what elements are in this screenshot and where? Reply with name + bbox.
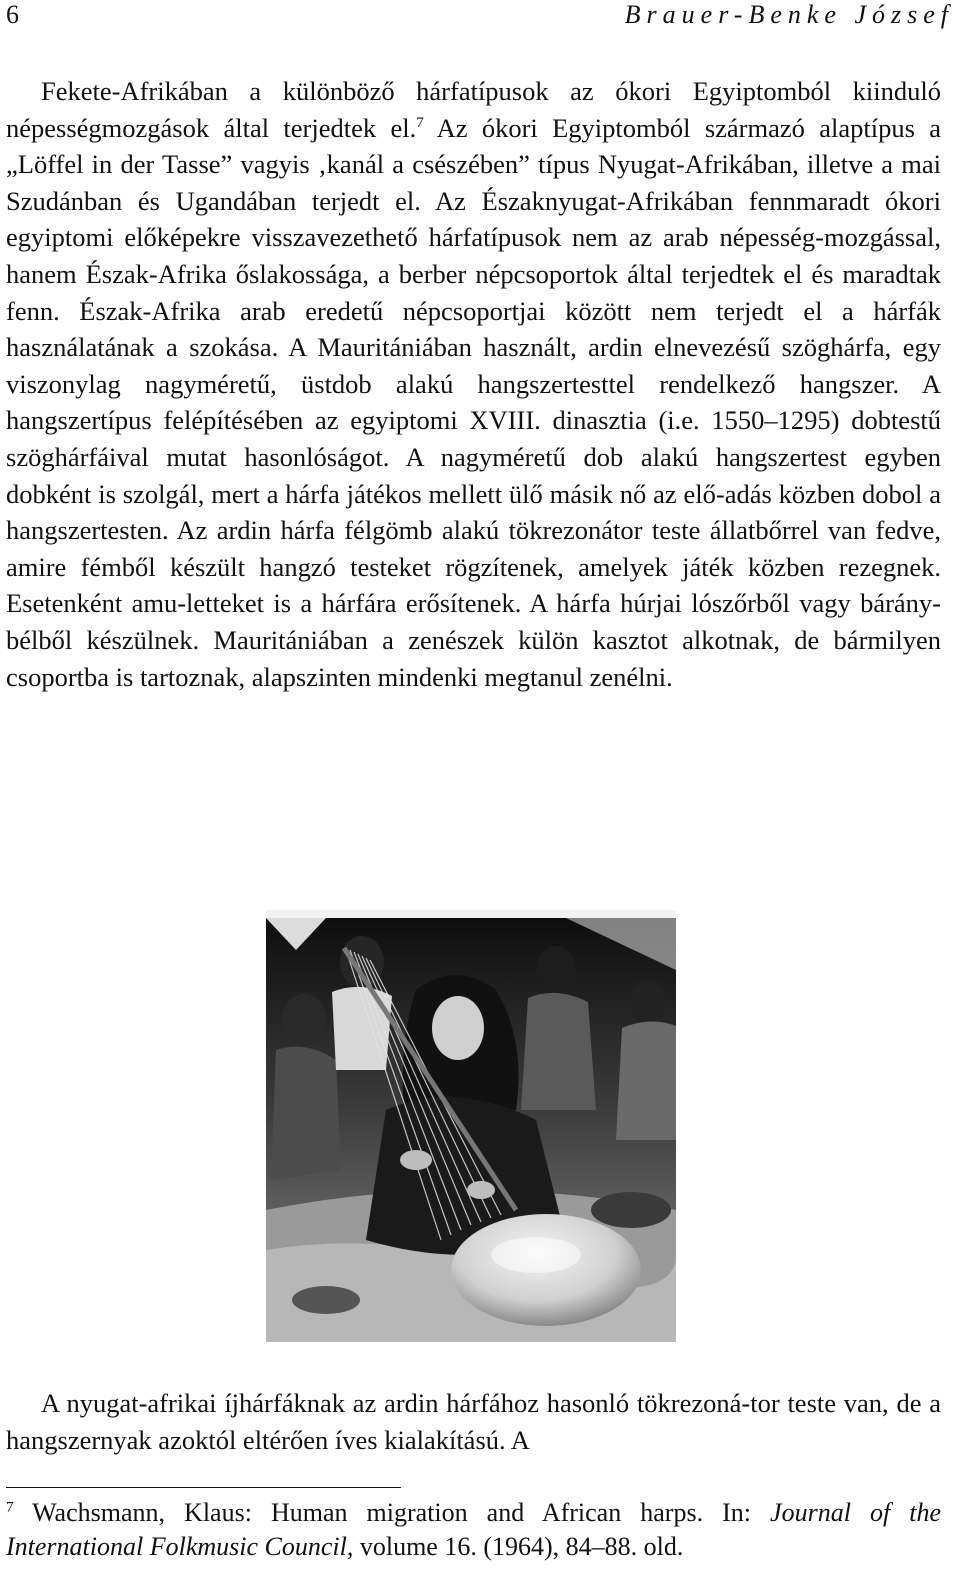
footnote — [6, 1496, 941, 1564]
body-paragraph-2: A nyugat-afrikai íjhárfáknak az ardin hárfához hasonló tökrezoná-tor teste van, de a hangszernyak azoktól eltérően íves kialakítású. A — [6, 1388, 941, 1455]
footnote-text-end: volume 16. (1964), 84–88. old. — [353, 1532, 684, 1561]
footnote-reference[interactable]: 7 — [416, 114, 424, 131]
footnote-journal-title: Journal of the International Folkmusic Council, — [6, 1498, 941, 1561]
paragraph-1-text-end: Az ókori Egyiptomból származó alaptípus a „Löffel in der Tasse” vagyis ‚kanál a csészében” típus Nyugat-Afrikában, illetve a mai Szudánban és Ugandában terjedt el. Az Északnyugat-Afrikában fennmaradt ókori egyiptomi előképekre visszavezethető hárfatípusok nem az arab népesség-mozgással, hanem Észak-Afrika őslakossága, a berber népcsoportok által terjedtek el és maradtak fenn. Észak-Afrika arab eredetű népcsoportjai között nem terjedt el a hárfák használatának a szokása. A Mauritániában használt, ardin elnevezésű szöghárfa, egy viszonylag nagyméretű, üstdob alakú hangszertesttel rendelkező hangszer. A hangszertípus felépítésében az egyiptomi XVIII. dinasztia (i.e. 1550–1295) dobtestű szöghárfáival mutat hasonlóságot. A nagyméretű dob alakú hangszertest egyben dobként is szolgál, mert a hárfa játékos mellett ülő másik nő az elő-adás közben dobol a hangszertesten. Az ardin hárfa félgömb alakú tökrezonátor teste állatbőrrel van fedve, amire fémből készült hangzó testeket rögzítenek, amelyek játék közben rezegnek. Esetenként amu-letteket is a hárfára erősítenek. A hárfa húrjai lószőrből vagy bárány-bélből készülnek. Mauritániában a zenészek külön kasztot alkotnak, de bármilyen csoportba is tartoznak, alapszinten mindenki megtanul zenélni. — [6, 112, 942, 692]
footnote-text: Wachsmann, Klaus: Human migration and African harps. In: — [32, 1498, 771, 1527]
photograph-illustration — [266, 910, 676, 1342]
footnote-divider — [6, 1487, 401, 1488]
page-number: 6 — [6, 0, 19, 29]
harp-player-photograph — [266, 910, 676, 1342]
paragraph-1-text-start: Fekete-Afrikában a különböző hárfatípusok az ókori Egyiptomból kiinduló népességmozgások által terjedtek el. — [6, 76, 941, 143]
footnote-number: 7 — [6, 1499, 14, 1516]
running-head: Brauer-Benke József — [624, 0, 954, 29]
body-paragraph-1 — [6, 73, 941, 695]
